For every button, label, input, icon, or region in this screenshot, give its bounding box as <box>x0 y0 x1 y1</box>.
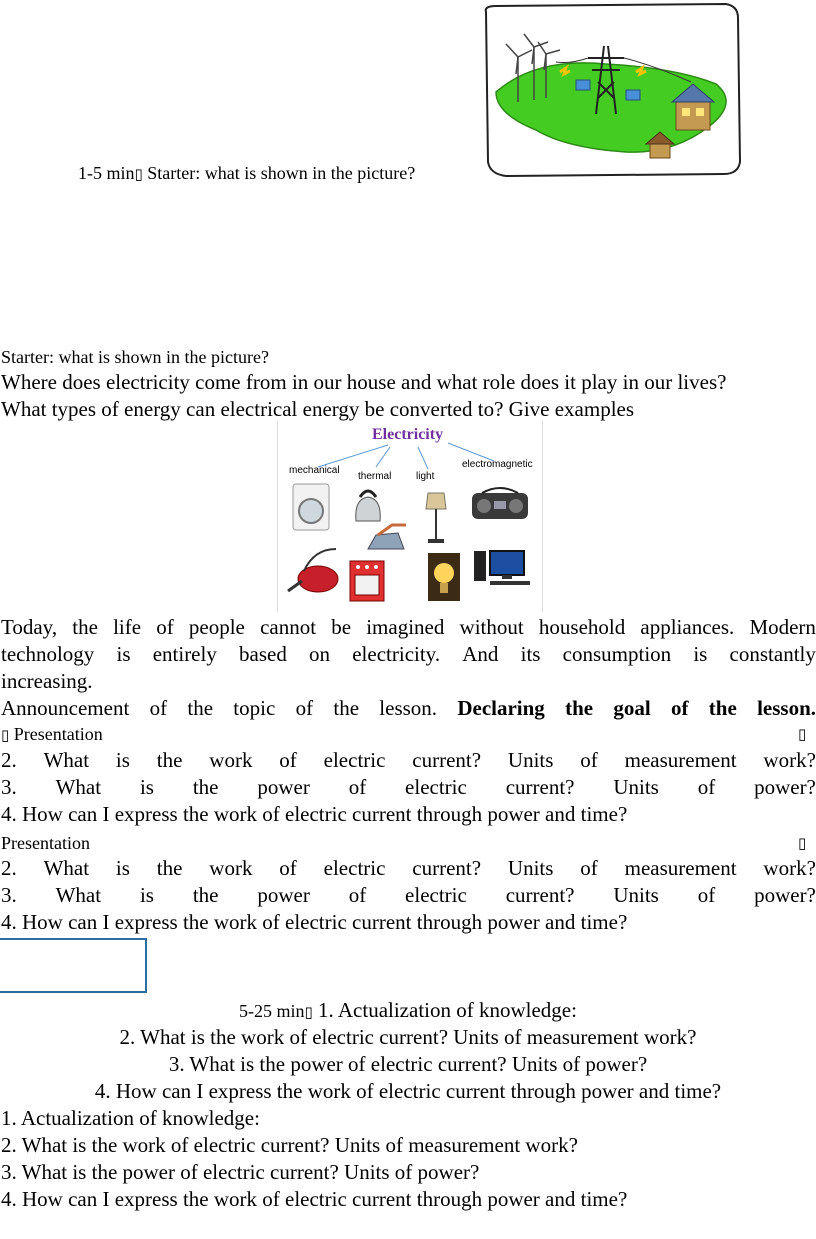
question-4-line-b: 4. How can I express the work of electric current through power and time? <box>1 910 628 934</box>
placeholder-box-icon: ▯ <box>798 834 807 852</box>
vacuum-cleaner-icon <box>284 545 342 595</box>
washing-machine-icon <box>292 483 330 531</box>
lamp-icon <box>422 491 450 545</box>
para1-line2: technology is entirely based on electricity. And its consumption is constantly <box>1 642 816 666</box>
empty-text-box[interactable] <box>0 938 147 993</box>
placeholder-box-icon: ▯ <box>304 1003 313 1021</box>
power-grid-illustration <box>476 2 742 180</box>
electricity-diagram <box>277 421 543 612</box>
actualization-centered-q3: 3. What is the power of electric current? Units of power? <box>168 1052 648 1076</box>
light-bulb-icon <box>428 553 460 601</box>
top-time-label: 1-5 min <box>78 163 135 183</box>
question-3-line-a: 3. What is the power of electric current? Units of power? <box>1 775 816 799</box>
label-light: light <box>416 471 435 482</box>
para1-line3: increasing. <box>1 669 93 693</box>
question-3-line-b: 3. What is the power of electric current? Units of power? <box>1 883 816 907</box>
actualization-heading: 1. Actualization of knowledge: <box>1 1106 260 1130</box>
actualization-q3: 3. What is the power of electric current? Units of power? <box>1 1160 480 1184</box>
question-2-line-a: 2. What is the work of electric current? Units of measurement work? <box>1 748 816 772</box>
placeholder-box-icon: ▯ <box>1 726 10 744</box>
presentation-label-1: ▯ Presentation <box>1 724 103 744</box>
actualization-centered-heading: 5-25 min▯ 1. Actualization of knowledge: <box>239 998 577 1022</box>
top-starter-line <box>78 162 415 185</box>
actualization-time-label: 5-25 min <box>239 1001 305 1021</box>
starter-heading: Starter: what is shown in the picture? <box>1 347 269 367</box>
diagram-title: Electricity <box>372 426 444 443</box>
kettle-icon <box>350 483 386 525</box>
starter-question-1: Where does electricity come from in our house and what role does it play in our lives? <box>1 370 727 394</box>
label-electromagnetic: electromagnetic <box>462 459 533 470</box>
label-thermal: thermal <box>358 471 392 482</box>
starter-question-2: What types of energy can electrical energy be converted to? Give examples <box>1 397 635 421</box>
question-2-line-b: 2. What is the work of electric current? Units of measurement work? <box>1 856 816 880</box>
placeholder-box-icon: ▯ <box>134 165 143 183</box>
announcement-line: Announcement of the topic of the lesson. Declaring the goal of the lesson. <box>1 696 816 720</box>
stove-icon <box>348 559 386 603</box>
actualization-centered-q4: 4. How can I express the work of electric current through power and time? <box>94 1079 722 1103</box>
iron-icon <box>364 521 410 555</box>
question-4-line-a: 4. How can I express the work of electric current through power and time? <box>1 802 628 826</box>
actualization-centered-q2: 2. What is the work of electric current? Units of measurement work? <box>119 1025 697 1049</box>
presentation-label-2: Presentation <box>1 833 90 853</box>
actualization-q4: 4. How can I express the work of electric current through power and time? <box>1 1187 628 1211</box>
radio-icon <box>470 485 530 521</box>
placeholder-box-icon: ▯ <box>798 725 807 743</box>
top-starter-text: Starter: what is shown in the picture? <box>147 163 416 183</box>
actualization-q2: 2. What is the work of electric current? Units of measurement work? <box>1 1133 578 1157</box>
label-mechanical: mechanical <box>289 465 340 476</box>
para1-line1: Today, the life of people cannot be imagined without household appliances. Modern <box>1 615 816 639</box>
computer-icon <box>472 549 536 587</box>
